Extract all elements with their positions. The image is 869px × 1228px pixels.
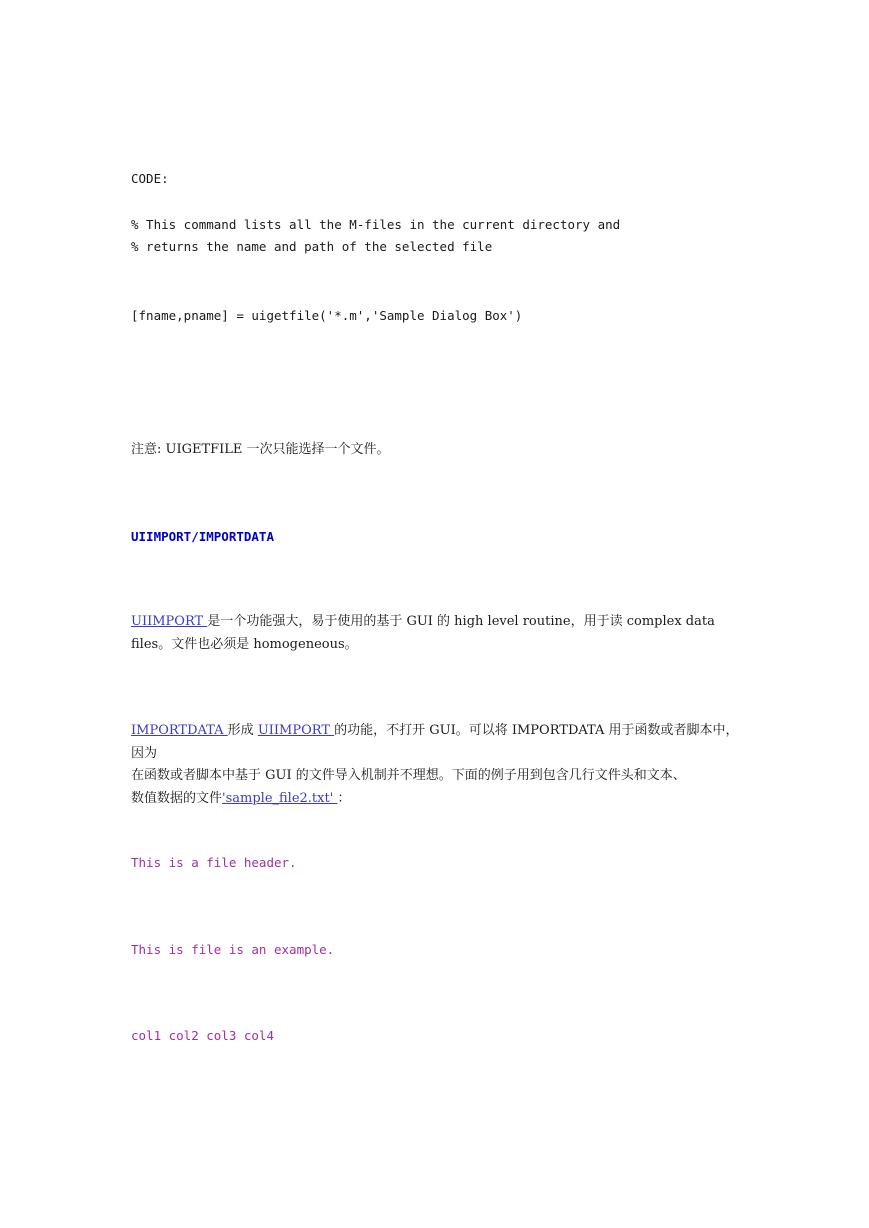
importdata-paragraph-line-2: 在函数或者脚本中基于 GUI 的文件导入机制并不理想。下面的例子用到包含几行文件头和文本、 <box>131 768 686 783</box>
sample-file-link[interactable]: 'sample_file2.txt' <box>222 790 338 806</box>
note-text: 注意: UIGETFILE 一次只能选择一个文件。 <box>131 442 390 457</box>
uiimport-link-2[interactable]: UIIMPORT <box>257 723 335 738</box>
sample-file-line-2: This is file is an example. <box>131 942 335 957</box>
sample-file-line-3: col1 col2 col3 col4 <box>131 1028 274 1043</box>
uiimport-paragraph <box>131 611 741 656</box>
importdata-paragraph-text-2: 的功能，不打开 GUI。可以将 IMPORTDATA 用于函数或者脚本中，因为 <box>131 723 739 761</box>
importdata-paragraph-text-1: 形成 <box>227 723 258 738</box>
sample-file-line-1: This is a file header. <box>131 855 297 870</box>
code-label: CODE: <box>131 171 169 186</box>
code-comment-line-2: % returns the name and path of the selected file <box>131 239 493 254</box>
importdata-paragraph-line-3-tail: ： <box>337 790 351 806</box>
uiimport-paragraph-text-1: 是一个功能强大，易于使用的基于 GUI 的 high level routine，用于读 complex data <box>207 614 715 629</box>
section-heading: UIIMPORT/IMPORTDATA <box>131 529 274 544</box>
uiimport-paragraph-text-2: files。文件也必须是 homogeneous。 <box>131 636 358 652</box>
importdata-link[interactable]: IMPORTDATA <box>131 723 228 738</box>
importdata-paragraph <box>131 720 741 810</box>
importdata-paragraph-line-3: 数值数据的文件 <box>131 790 223 806</box>
code-comment-line-1: % This command lists all the M-files in the current directory and <box>131 217 621 232</box>
code-line-uigetfile: [fname,pname] = uigetfile('*.m','Sample Dialog Box') <box>131 308 523 323</box>
uiimport-link[interactable]: UIIMPORT <box>131 614 208 629</box>
